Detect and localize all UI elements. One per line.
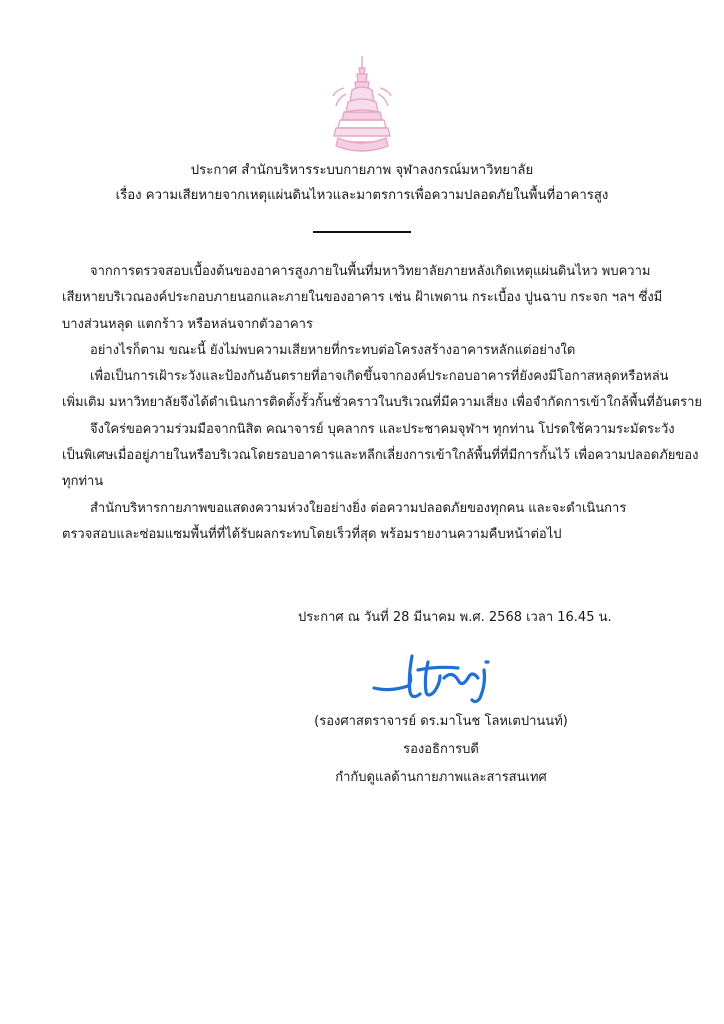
announcement-dateline: ประกาศ ณ วันที่ 28 มีนาคม พ.ศ. 2568 เวลา 16.45 น. (298, 610, 612, 625)
signer-position: รองอธิการบดี (403, 742, 479, 757)
signer-responsibility: กำกับดูแลด้านกายภาพและสารสนเทศ (335, 770, 547, 785)
paragraph-damage-findings (62, 259, 668, 338)
paragraph-closing (62, 496, 668, 549)
paragraph-line: จากการตรวจสอบเบื้องต้นของอาคารสูงภายในพื้นที่มหาวิทยาลัยภายหลังเกิดเหตุแผ่นดินไหว พบความ (90, 264, 651, 279)
announcement-subject: เรื่อง ความเสียหายจากเหตุแผ่นดินไหวและมาตรการเพื่อความปลอดภัยในพื้นที่อาคารสูง (115, 188, 609, 203)
announcement-issuer: ประกาศ สำนักบริหารระบบกายภาพ จุฬาลงกรณ์มหาวิทยาลัย (190, 163, 534, 178)
paragraph-line: เสียหายบริเวณองค์ประกอบภายนอกและภายในของอาคาร เช่น ฝ้าเพดาน กระเบื้อง ปูนฉาบ กระจก ฯลฯ ซึ่งมี (62, 290, 663, 306)
handwritten-signature-icon (368, 648, 502, 708)
paragraph-cooperation-request (62, 417, 699, 496)
signer-block (304, 708, 578, 792)
chulalongkorn-emblem-icon (330, 54, 394, 158)
paragraph-line: อย่างไรก็ตาม ขณะนี้ ยังไม่พบความเสียหายที่กระทบต่อโครงสร้างอาคารหลักแต่อย่างใด (90, 342, 576, 358)
paragraph-line: สำนักบริหารกายภาพขอแสดงความห่วงใยอย่างยิ่ง ต่อความปลอดภัยของทุกคน และจะดำเนินการ (90, 500, 627, 516)
signer-name: (รองศาสตราจารย์ ดร.มาโนช โลหเตปานนท์) (314, 714, 568, 729)
paragraph-structure-status (62, 338, 668, 364)
paragraph-safety-measures (62, 364, 702, 417)
announcement-body (62, 259, 702, 548)
paragraph-line: เพิ่มเติม มหาวิทยาลัยจึงได้ดำเนินการติดตั้งรั้วกั้นชั่วคราวในบริเวณที่มีความเสี่ยง เพื่อจำกัดการเข้าใกล้พื้นที่อันตราย (62, 395, 702, 411)
paragraph-line: จึงใคร่ขอความร่วมมือจากนิสิต คณาจารย์ บุคลากร และประชาคมจุฬาฯ ทุกท่าน โปรดใช้ความระมัดระวัง (90, 421, 675, 437)
paragraph-line: ทุกท่าน (62, 474, 104, 490)
paragraph-line: เป็นพิเศษเมื่ออยู่ภายในหรือบริเวณโดยรอบอาคารและหลีกเลี่ยงการเข้าใกล้พื้นที่ที่มีการกั้นไว้ เพื่อความปลอดภัยของ (62, 448, 699, 464)
paragraph-line: บางส่วนหลุด แตกร้าว หรือหล่นจากตัวอาคาร (62, 316, 313, 332)
paragraph-line: ตรวจสอบและซ่อมแซมพื้นที่ที่ได้รับผลกระทบโดยเร็วที่สุด พร้อมรายงานความคืบหน้าต่อไป (62, 526, 562, 542)
announcement-header (0, 158, 724, 208)
paragraph-line: เพื่อเป็นการเฝ้าระวังและป้องกันอันตรายที่อาจเกิดขึ้นจากองค์ประกอบอาคารที่ยังคงมีโอกาสหลุดหรือหล่น (90, 369, 669, 385)
header-divider (313, 231, 411, 233)
